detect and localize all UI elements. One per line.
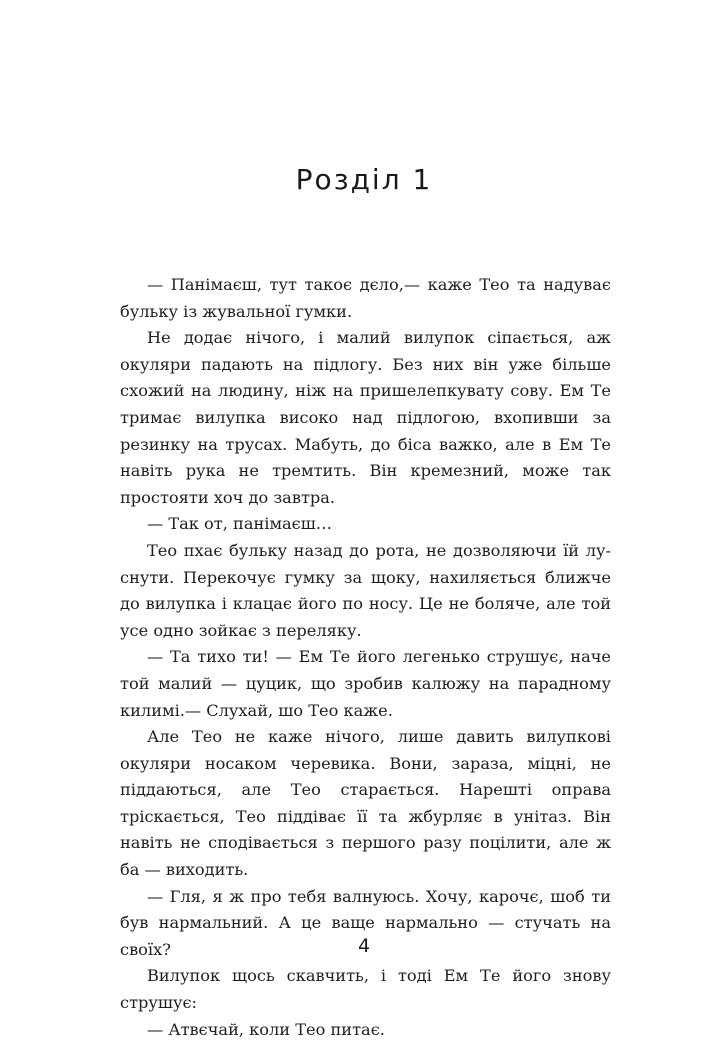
paragraph: — Атвєчай, коли Тео питає. xyxy=(147,1019,385,1039)
body-text xyxy=(120,272,611,1043)
paragraph: — Та тихо ти! — Ем Те його легенько струшує, наче той малий — цуцик, що зробив калюжу на парадному килимі.— Слухай, шо Тео каже. xyxy=(120,647,611,720)
paragraph: Тео пхає бульку назад до рота, не дозволяючи їй луснути. Перекочує гумку за щоку, нахиляється ближче до вилупка і клацає його по носу. Це не боляче, але той усе одно зойкає з переляку. xyxy=(120,540,611,640)
paragraph: — Так от, панімаєш… xyxy=(147,514,332,534)
chapter-title: Розділ 1 xyxy=(295,163,433,196)
page-number: 4 xyxy=(357,935,371,957)
paragraph: Але Тео не каже нічого, лише давить вилупкові окуляри носаком черевика. Вони, зараза, міцні, не піддаються, але Тео старається. Нарешті оправа тріскається, Тео піддіває її та жбурляє в унітаз. Він навіть не сподівається з першого разу поцілити, але ж ба — виходить. xyxy=(120,727,611,880)
paragraph: — Гля, я ж про тебя валнуюсь. Хочу, карочє, шоб ти був нармальний. А це ваще нармально — стучать на своїх? xyxy=(120,886,611,959)
paragraph: — Панімаєш, тут такоє дєло,— каже Тео та надуває бульку із жувальної гумки. xyxy=(120,275,611,321)
paragraph: Не додає нічого, і малий вилупок сіпається, аж окуляри падають на підлогу. Без них він уже більше схожий на людину, ніж на пришелепкувату сову. Ем Те тримає вилупка високо над підлогою, вхопивши за резинку на трусах. Мабуть, до біса важко, але в Ем Те навіть рука не тремтить. Він кремезний, може так простояти хоч до завтра. xyxy=(120,328,611,507)
paragraph: Вилупок щось скавчить, і тоді Ем Те його знову струшує: xyxy=(120,966,611,1013)
